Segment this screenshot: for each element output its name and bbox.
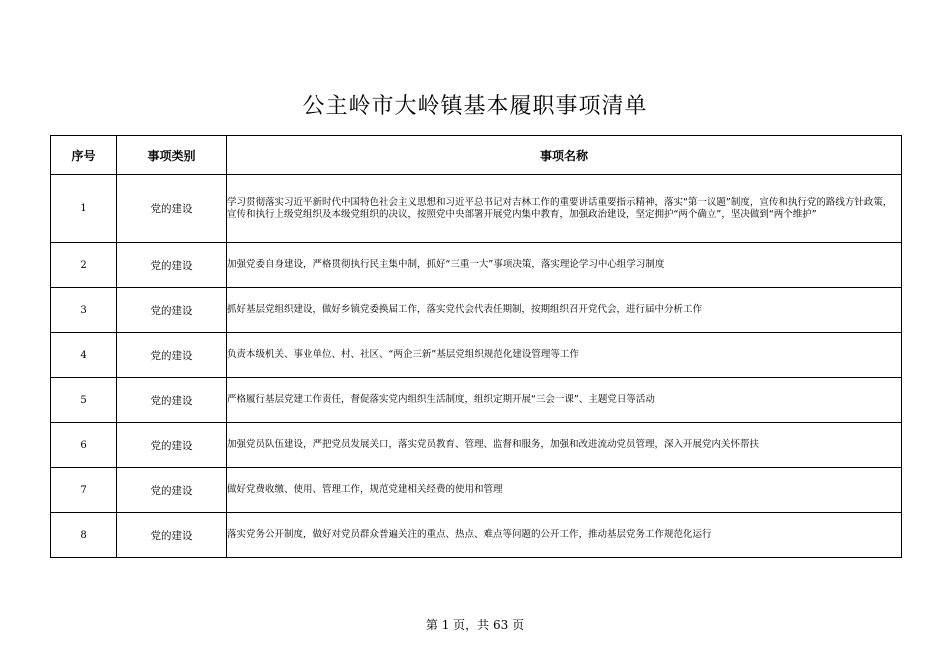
duty-items-table bbox=[50, 135, 902, 558]
table-row bbox=[51, 333, 902, 378]
table-row bbox=[51, 513, 902, 558]
row-item-name: 抓好基层党组织建设，做好乡镇党委换届工作，落实党代会代表任期制，按期组织召开党代会，进行届中分析工作 bbox=[227, 288, 902, 333]
table-row bbox=[51, 423, 902, 468]
row-serial-number: 2 bbox=[51, 243, 117, 288]
row-serial-number: 3 bbox=[51, 288, 117, 333]
row-serial-number: 7 bbox=[51, 468, 117, 513]
row-category: 党的建设 bbox=[117, 513, 227, 558]
row-category: 党的建设 bbox=[117, 423, 227, 468]
row-category: 党的建设 bbox=[117, 175, 227, 243]
table-row bbox=[51, 378, 902, 423]
row-serial-number: 8 bbox=[51, 513, 117, 558]
row-item-name: 严格履行基层党建工作责任，督促落实党内组织生活制度，组织定期开展“三会一课”、主题党日等活动 bbox=[227, 378, 902, 423]
row-item-name: 加强党委自身建设，严格贯彻执行民主集中制，抓好“三重一大”事项决策，落实理论学习中心组学习制度 bbox=[227, 243, 902, 288]
row-item-name: 做好党费收缴、使用、管理工作，规范党建相关经费的使用和管理 bbox=[227, 468, 902, 513]
page-number-footer: 第 1 页，共 63 页 bbox=[425, 618, 525, 632]
row-item-name: 负责本级机关、事业单位、村、社区、“两企三新”基层党组织规范化建设管理等工作 bbox=[227, 333, 902, 378]
header-item-name: 事项名称 bbox=[227, 136, 902, 175]
header-category: 事项类别 bbox=[117, 136, 227, 175]
table-header-row bbox=[51, 136, 902, 175]
row-item-name: 加强党员队伍建设，严把党员发展关口，落实党员教育、管理、监督和服务，加强和改进流动党员管理，深入开展党内关怀帮扶 bbox=[227, 423, 902, 468]
row-category: 党的建设 bbox=[117, 468, 227, 513]
row-item-name: 落实党务公开制度，做好对党员群众普遍关注的重点、热点、难点等问题的公开工作，推动基层党务工作规范化运行 bbox=[227, 513, 902, 558]
row-serial-number: 5 bbox=[51, 378, 117, 423]
table-row bbox=[51, 243, 902, 288]
row-item-name: 学习贯彻落实习近平新时代中国特色社会主义思想和习近平总书记对吉林工作的重要讲话重要指示精神，落实“第一议题”制度，宣传和执行党的路线方针政策，宣传和执行上级党组织及本级党组织的决议，按照党中央部署开展党内集中教育，加强政治建设，坚定拥护“两个确立”，坚决做到“两个维护” bbox=[227, 175, 902, 243]
table-row bbox=[51, 288, 902, 333]
document-title: 公主岭市大岭镇基本履职事项清单 bbox=[302, 94, 648, 119]
row-category: 党的建设 bbox=[117, 243, 227, 288]
row-serial-number: 6 bbox=[51, 423, 117, 468]
row-serial-number: 1 bbox=[51, 175, 117, 243]
header-serial-number: 序号 bbox=[51, 136, 117, 175]
table-row bbox=[51, 468, 902, 513]
row-serial-number: 4 bbox=[51, 333, 117, 378]
row-category: 党的建设 bbox=[117, 378, 227, 423]
row-category: 党的建设 bbox=[117, 333, 227, 378]
table-row bbox=[51, 175, 902, 243]
row-category: 党的建设 bbox=[117, 288, 227, 333]
